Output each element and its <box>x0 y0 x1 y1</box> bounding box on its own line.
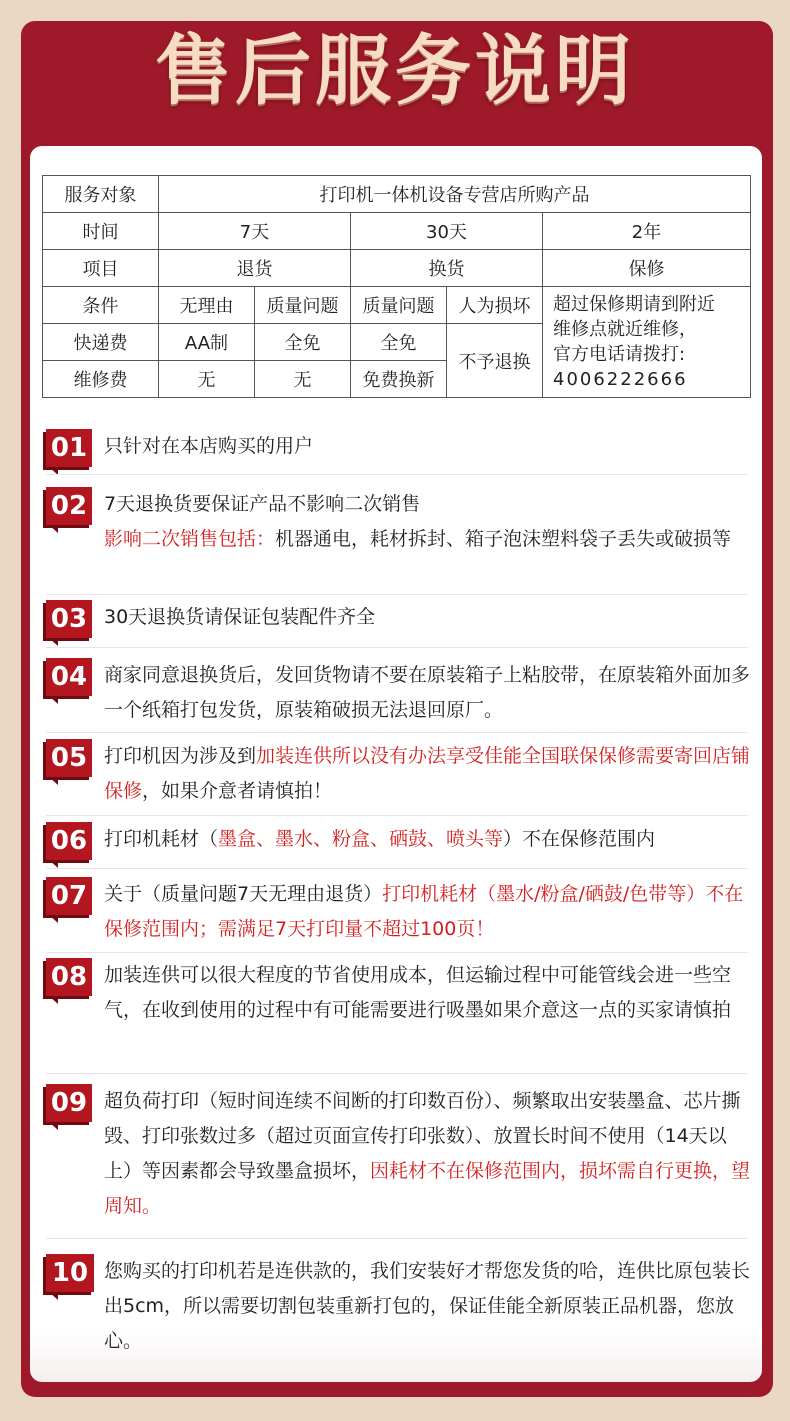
item-number-badge: 07 <box>46 877 92 915</box>
item-text <box>104 487 754 557</box>
table-cell: 无理由 <box>159 287 255 324</box>
item-text <box>104 822 754 857</box>
row-label: 维修费 <box>43 361 159 398</box>
item-text <box>104 739 754 809</box>
time-7days: 7天 <box>159 213 351 250</box>
service-target-value: 打印机一体机设备专营店所购产品 <box>159 176 751 213</box>
divider <box>46 594 748 595</box>
no-return-cell: 不予退换 <box>447 324 543 398</box>
row-label: 快递费 <box>43 324 159 361</box>
row-label: 服务对象 <box>43 176 159 213</box>
time-30days: 30天 <box>351 213 543 250</box>
item-text-highlight: 加装连供所以没有办法享受佳能全国联保保修需要寄回店铺保修 <box>104 745 751 802</box>
item-number-badge: 09 <box>46 1084 92 1122</box>
item-text-segment: 关于（质量问题7天无理由退货） <box>104 883 383 905</box>
item-warranty: 保修 <box>543 250 751 287</box>
item-text-segment: 打印机因为涉及到 <box>104 745 257 767</box>
item-text-highlight: 因耗材不在保修范围内，损坏需自行更换，望周知。 <box>104 1160 751 1217</box>
table-cell: 质量问题 <box>351 287 447 324</box>
table-row <box>43 250 751 287</box>
item-text-highlight: 墨盒、墨水、粉盒、硒鼓、喷头等 <box>218 828 504 850</box>
item-number-badge: 05 <box>46 739 92 777</box>
divider <box>46 474 748 475</box>
table-cell: 质量问题 <box>255 287 351 324</box>
item-exchange: 换货 <box>351 250 543 287</box>
warranty-note-line: 官方电话请拨打: <box>553 344 686 365</box>
warranty-note-line: 超过保修期请到附近 <box>553 294 715 315</box>
item-number-badge: 04 <box>46 658 92 696</box>
item-text-segment: 30天退换货请保证包装配件齐全 <box>104 606 376 628</box>
item-text <box>104 958 754 1028</box>
item-return: 退货 <box>159 250 351 287</box>
item-text-segment: 机器通电，耗材拆封、箱子泡沫塑料袋子丢失或破损等 <box>275 528 732 550</box>
item-text-segment: ）不在保修范围内 <box>503 828 656 850</box>
table-cell: 无 <box>159 361 255 398</box>
item-text <box>104 658 754 728</box>
table-row <box>43 176 751 213</box>
item-text-segment: 打印机耗材（ <box>104 828 219 850</box>
warranty-note <box>543 287 751 398</box>
service-table <box>42 175 751 398</box>
item-number-badge: 02 <box>46 487 92 525</box>
item-text-segment: 超负荷打印（短时间连续不间断的打印数百份）、频繁取出安装墨盒、芯片撕毁、打印张数过多（超过页面宣传打印张数）、放置长时间不使用（14天以上）等因素都会导致墨盒损坏， <box>104 1090 741 1182</box>
item-number-badge: 08 <box>46 958 92 996</box>
divider <box>46 732 748 733</box>
divider <box>46 868 748 869</box>
item-number-badge: 06 <box>46 822 92 860</box>
row-label: 项目 <box>43 250 159 287</box>
table-cell: 全免 <box>351 324 447 361</box>
divider <box>46 815 748 816</box>
divider <box>46 647 748 648</box>
warranty-note-line: 维修点就近维修， <box>553 319 697 340</box>
row-label: 条件 <box>43 287 159 324</box>
item-text-segment: 您购买的打印机若是连供款的，我们安装好才帮您发货的哈，连供比原包装长出5cm，所以需要切割包装重新打包的，保证佳能全新原装正品机器，您放心。 <box>104 1260 751 1352</box>
warranty-phone: 4006222666 <box>553 369 688 390</box>
item-text-segment: 7天退换货要保证产品不影响二次销售 <box>104 493 421 515</box>
time-2years: 2年 <box>543 213 751 250</box>
item-text-highlight: 影响二次销售包括： <box>104 528 276 550</box>
item-number-badge: 03 <box>46 600 92 638</box>
item-text-segment: ，如果介意者请慎拍！ <box>142 780 333 802</box>
item-text <box>104 1084 754 1224</box>
item-text <box>104 429 754 464</box>
item-text-segment: 商家同意退换货后，发回货物请不要在原装箱子上粘胶带，在原装箱外面加多一个纸箱打包发货，原装箱破损无法退回原厂。 <box>104 664 751 721</box>
divider <box>46 1073 748 1074</box>
item-text-segment: 只针对在本店购买的用户 <box>104 435 314 457</box>
item-text <box>104 1254 754 1359</box>
table-cell: AA制 <box>159 324 255 361</box>
item-number-badge: 10 <box>46 1254 94 1292</box>
row-label: 时间 <box>43 213 159 250</box>
divider <box>46 952 748 953</box>
item-text <box>104 877 754 947</box>
divider <box>46 1238 748 1239</box>
table-cell: 免费换新 <box>351 361 447 398</box>
table-cell: 无 <box>255 361 351 398</box>
item-text <box>104 600 754 635</box>
page-title: 售后服务说明 <box>155 26 635 115</box>
item-text-segment: 加装连供可以很大程度的节省使用成本，但运输过程中可能管线会进一些空气，在收到使用的过程中有可能需要进行吸墨如果介意这一点的买家请慎拍 <box>104 964 732 1021</box>
table-cell: 全免 <box>255 324 351 361</box>
table-cell: 人为损坏 <box>447 287 543 324</box>
table-row <box>43 287 751 324</box>
table-row <box>43 213 751 250</box>
item-number-badge: 01 <box>46 429 92 467</box>
item-text-highlight: 打印机耗材（墨水/粉盒/硒鼓/色带等）不在保修范围内；需满足7天打印量不超过100页！ <box>104 883 744 940</box>
